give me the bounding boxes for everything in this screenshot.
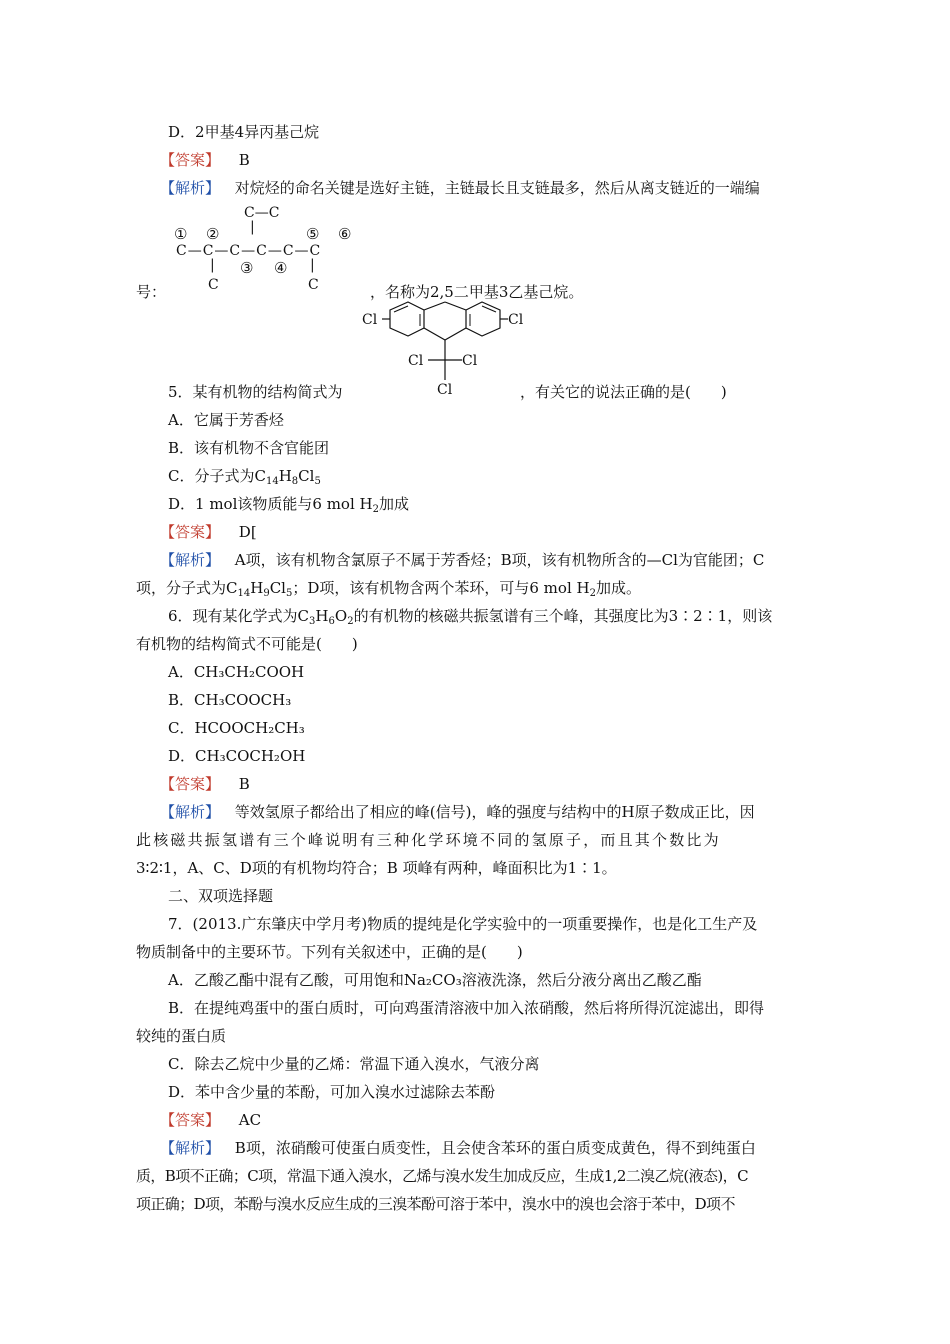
q5-optd-sub: 2	[372, 504, 379, 515]
q6-option-b: B．CH₃COOCH₃	[168, 691, 292, 709]
answer-value: B	[238, 775, 250, 793]
struct-num-5: ⑤	[306, 225, 320, 243]
answer-tag: 【答案】	[160, 1111, 221, 1129]
struct-vertical-bond: |	[250, 219, 255, 235]
struct-top-branch: C—C	[244, 205, 280, 221]
q7-analysis-line-1	[160, 1138, 756, 1158]
q4-answer	[160, 150, 250, 170]
struct-num-1: ①	[174, 225, 188, 243]
q6-option-a: A．CH₃CH₂COOH	[168, 663, 305, 681]
q5-optd-text: D．1 mol该物质能与6 mol H	[168, 495, 373, 513]
q6-stem-d: 的有机物的核磁共振氢谱有三个峰，其强度比为3∶2∶1，则该	[353, 607, 773, 625]
q4-analysis-line-1	[160, 178, 760, 198]
q7-option-b-line-2: 较纯的蛋白质	[136, 1027, 227, 1045]
q5-an2-b: H	[250, 579, 264, 597]
analysis-tag: 【解析】	[160, 803, 221, 821]
q5-optd-post: 加成	[378, 495, 409, 513]
struct-bottom-left: C	[208, 277, 219, 293]
struct-bond-right: |	[310, 257, 315, 273]
q5-an2-d: ；D项，该有机物含两个苯环，可与6 mol H	[292, 579, 590, 597]
struct-bond-left: |	[210, 257, 215, 273]
q5-an2-sub2: 2	[589, 588, 596, 599]
analysis-tag: 【解析】	[160, 551, 221, 569]
struct-bottom-right: C	[308, 277, 319, 293]
answer-tag: 【答案】	[160, 151, 221, 169]
alkane-structure	[170, 205, 370, 295]
struct-main-chain: C—C—C—C—C—C	[176, 243, 322, 259]
struct-num-2: ②	[206, 225, 220, 243]
q5-an2-e: 加成。	[595, 579, 641, 597]
q5-optc-cl: Cl	[298, 467, 315, 485]
q5-cl-label-ccl3-right: Cl	[462, 353, 478, 369]
q5-cl-label-ccl3-left: Cl	[408, 353, 424, 369]
q5-an2-sub9: 9	[263, 588, 270, 599]
q7-option-b-line-1: B．在提纯鸡蛋中的蛋白质时，可向鸡蛋清溶液中加入浓硝酸，然后将所得沉淀滤出，即得	[168, 999, 765, 1017]
q5-an2-sub5: 5	[285, 588, 293, 599]
q6-stem-a: 6．现有某化学式为C	[168, 607, 310, 625]
q7-option-d: D．苯中含少量的苯酚，可加入溴水过滤除去苯酚	[168, 1083, 496, 1101]
q7-stem-line-2: 物质制备中的主要环节。下列有关叙述中，正确的是( )	[136, 943, 523, 961]
q6-stem-b: H	[315, 607, 329, 625]
analysis-text: B项，浓硝酸可使蛋白质变性，且会使含苯环的蛋白质变成黄色，得不到纯蛋白	[234, 1139, 756, 1157]
q5-an2-sub14: 14	[237, 588, 251, 599]
q6-analysis-line-2: 此核磁共振氢谱有三个峰说明有三种化学环境不同的氢原子，而且其个数比为	[136, 831, 721, 849]
q7-analysis-line-2: 质，B项不正确；C项，常温下通入溴水，乙烯与溴水发生加成反应，生成1,2二溴乙烷(液态)，C	[136, 1167, 748, 1185]
q5-an2-a: 项，分子式为C	[136, 579, 238, 597]
q5-optc-sub-h: 8	[291, 476, 299, 487]
q5-optc-text: C．分子式为C	[168, 467, 266, 485]
q4-analysis-line-2a: 号：	[136, 283, 167, 301]
q7-answer	[160, 1110, 261, 1130]
q7-analysis-line-3: 项正确；D项，苯酚与溴水反应生成的三溴苯酚可溶于苯中，溴水中的溴也会溶于苯中，D项不	[136, 1195, 735, 1213]
answer-value: B	[238, 151, 250, 169]
q5-cl-label-ccl3-bottom: Cl	[437, 382, 453, 398]
q6-analysis-line-3: 3∶2∶1，A、C、D项的有机物均符合；B 项峰有两种，峰面积比为1∶1。	[136, 859, 617, 877]
q6-option-c: C．HCOOCH₂CH₃	[168, 719, 305, 737]
q7-option-a: A．乙酸乙酯中混有乙酸，可用饱和Na₂CO₃溶液洗涤，然后分液分离出乙酸乙酯	[168, 971, 702, 989]
q5-optc-h: H	[278, 467, 292, 485]
analysis-tag: 【解析】	[160, 179, 221, 197]
q5-answer	[160, 522, 257, 542]
analysis-text: 对烷烃的命名关键是选好主链，主链最长且支链最多，然后从离支链近的一端编	[234, 179, 760, 197]
q7-stem-line-1: 7．(2013.广东肇庆中学月考)物质的提纯是化学实验中的一项重要操作，也是化工生产及	[168, 915, 758, 933]
q6-sub-2: 2	[347, 616, 354, 627]
analysis-tag: 【解析】	[160, 1139, 221, 1157]
q5-cl-label-left: Cl	[362, 312, 378, 328]
struct-num-6: ⑥	[338, 225, 352, 243]
analysis-text: A项，该有机物含氯原子不属于芳香烃；B项，该有机物所含的—Cl为官能团；C	[234, 551, 765, 569]
q5-stem-b: ，有关它的说法正确的是( )	[520, 383, 727, 401]
q7-option-c: C．除去乙烷中少量的乙烯：常温下通入溴水，气液分离	[168, 1055, 540, 1073]
q5-cl-label-right: Cl	[508, 312, 524, 328]
q4-analysis-line-2b: ，名称为2,5二甲基3乙基己烷。	[370, 283, 584, 301]
q6-stem-c: O	[334, 607, 348, 625]
q4-option-d: D．2甲基4异丙基己烷	[168, 123, 320, 141]
q5-optc-sub-cl: 5	[314, 476, 321, 487]
analysis-text: 等效氢原子都给出了相应的峰(信号)，峰的强度与结构中的H原子数成正比，因	[234, 803, 755, 821]
q5-option-a: A．它属于芳香烃	[168, 411, 284, 429]
q5-optc-sub-c: 14	[265, 476, 279, 487]
q6-answer	[160, 774, 250, 794]
struct-num-3: ③	[240, 259, 254, 277]
q5-molecule-diagram	[360, 300, 530, 400]
q6-stem-line-1	[168, 606, 772, 626]
section-title: 二、双项选择题	[168, 887, 274, 905]
q6-sub-6: 6	[328, 616, 335, 627]
answer-value: AC	[238, 1111, 262, 1129]
q6-option-d: D．CH₃COCH₂OH	[168, 747, 306, 765]
answer-tag: 【答案】	[160, 523, 221, 541]
answer-value: D[	[238, 523, 257, 541]
q6-analysis-line-1	[160, 802, 755, 822]
q6-stem-line-2: 有机物的结构简式不可能是( )	[136, 635, 358, 653]
struct-num-4: ④	[274, 259, 288, 277]
q5-option-b: B．该有机物不含官能团	[168, 439, 330, 457]
q6-sub-3: 3	[309, 616, 316, 627]
q5-analysis-line-1	[160, 550, 764, 570]
q5-option-d	[168, 494, 409, 514]
q5-option-c	[168, 466, 321, 486]
answer-tag: 【答案】	[160, 775, 221, 793]
q5-an2-c: Cl	[269, 579, 286, 597]
q5-stem-a: 5．某有机物的结构简式为	[168, 383, 343, 401]
q5-analysis-line-2	[136, 578, 641, 598]
